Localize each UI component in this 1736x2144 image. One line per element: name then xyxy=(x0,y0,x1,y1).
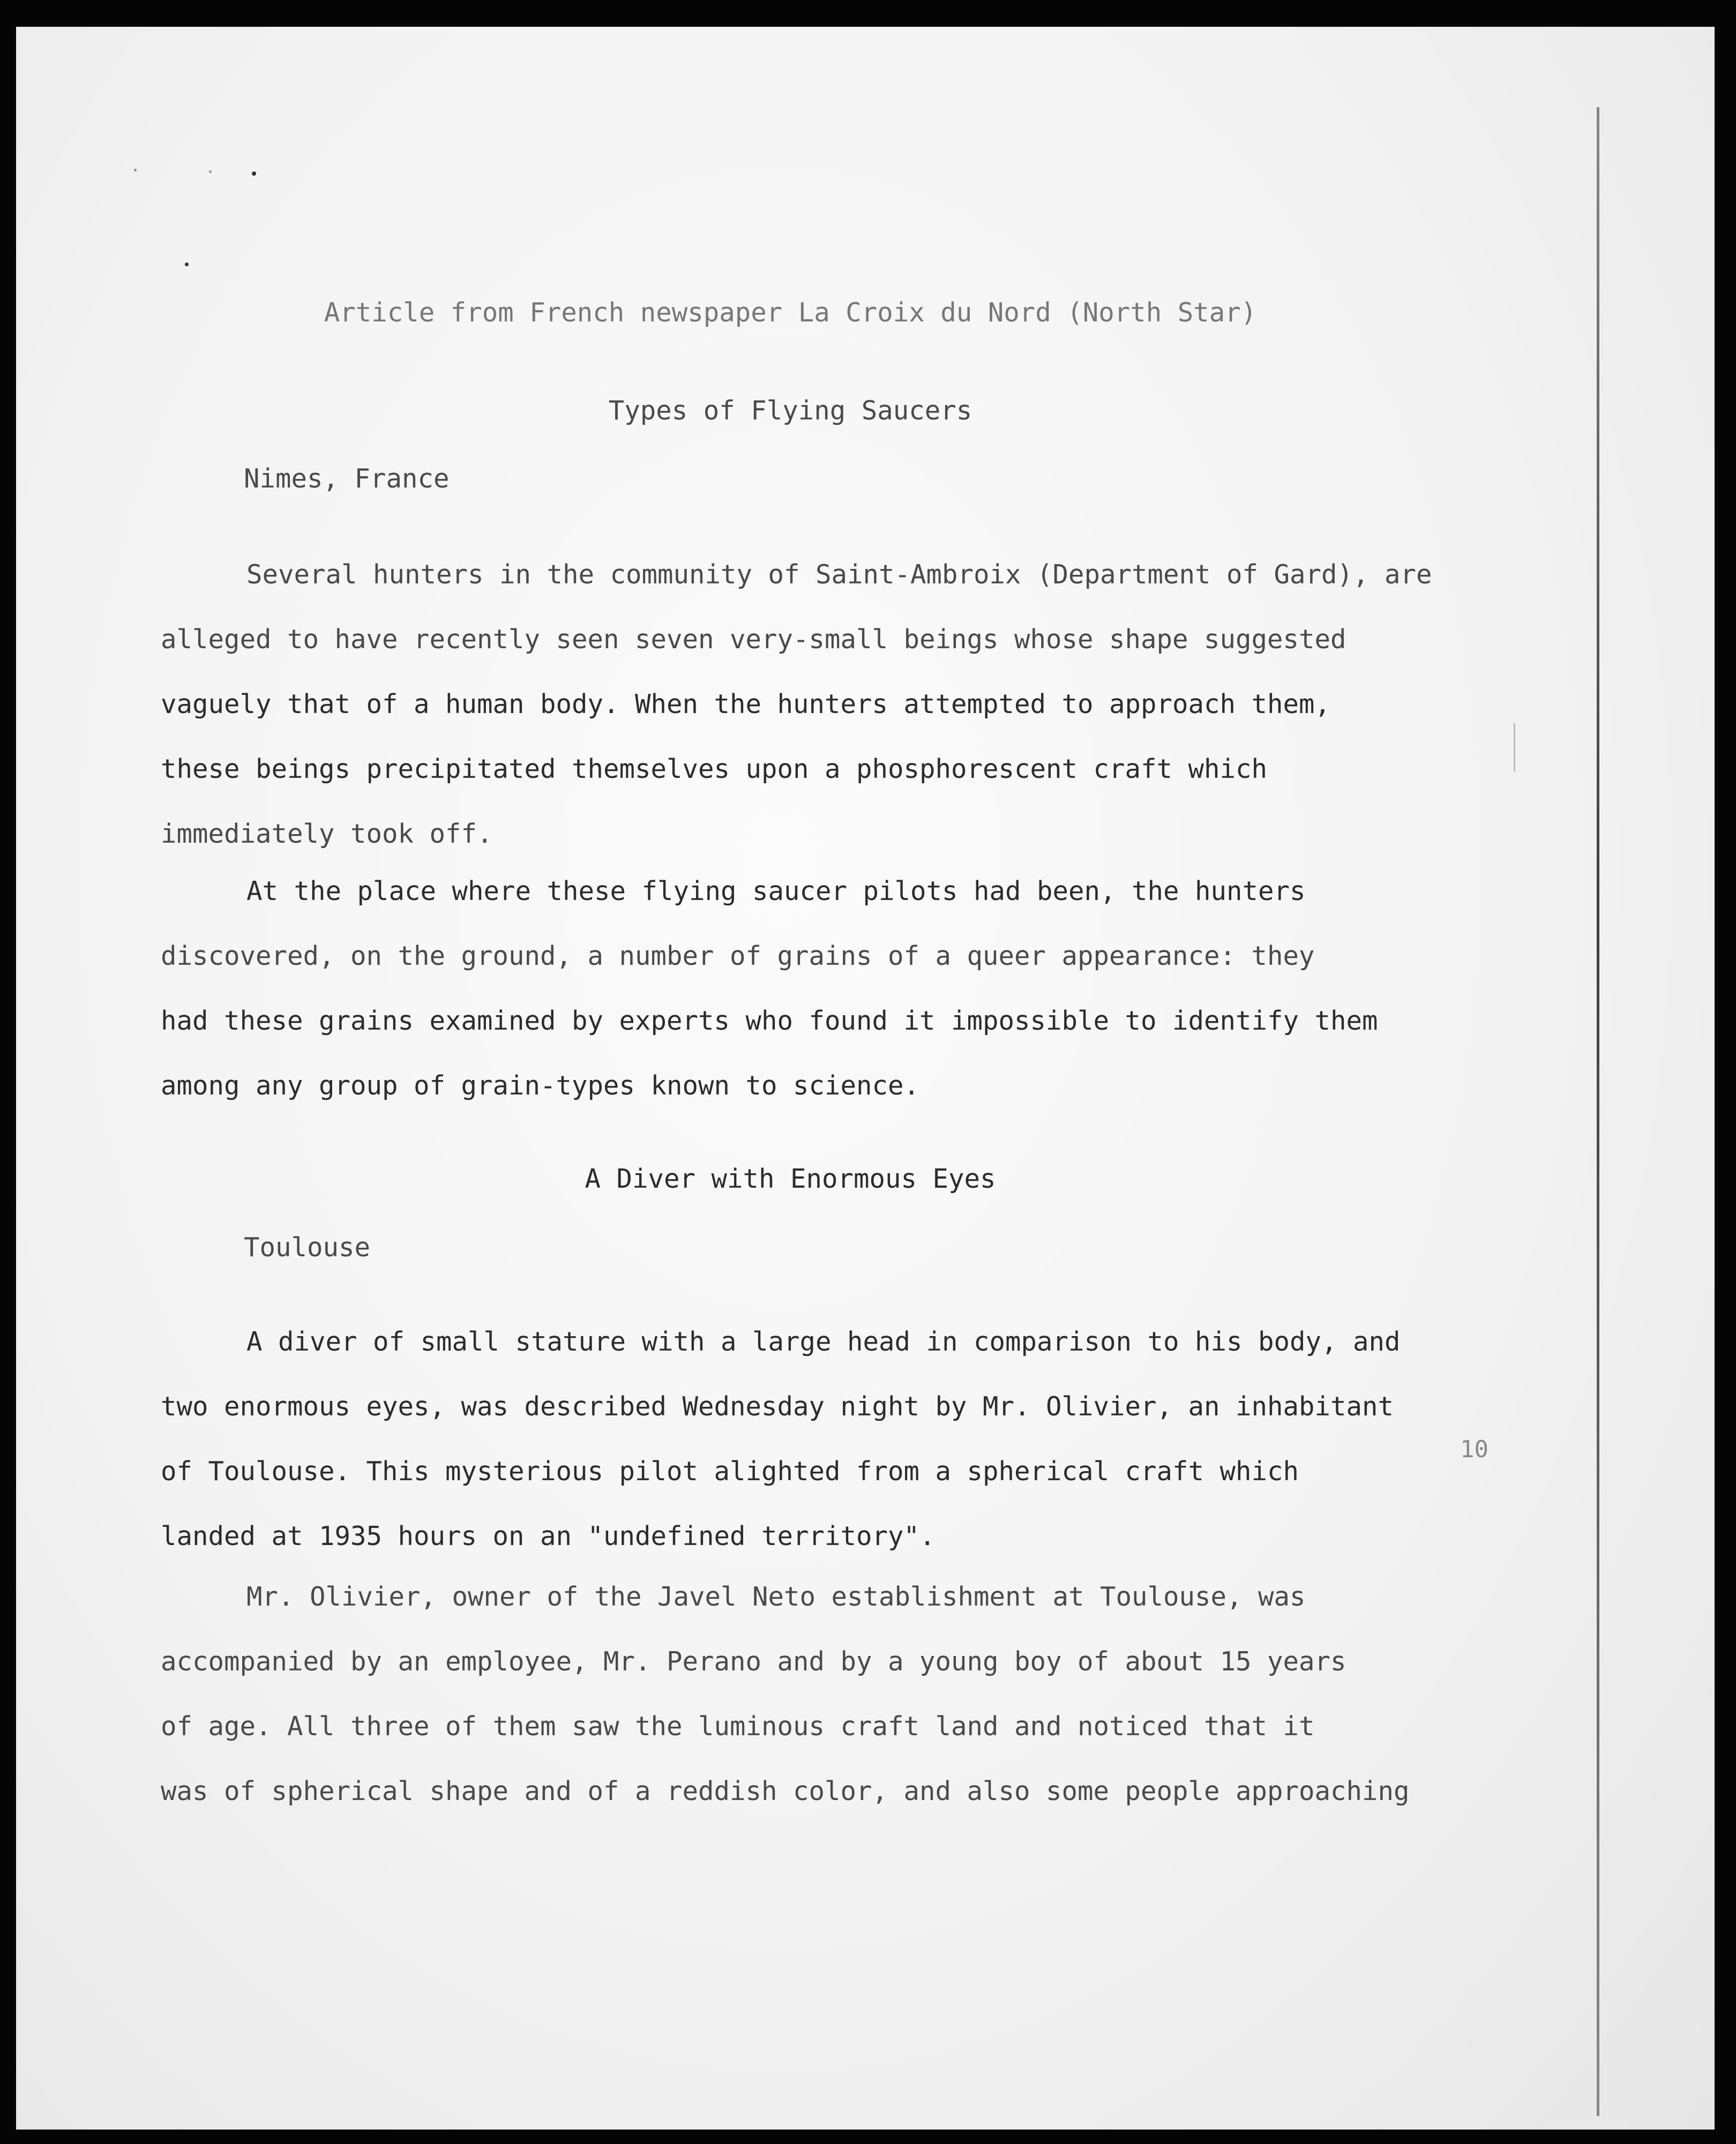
speck xyxy=(134,169,137,171)
paragraph-line: had these grains examined by experts who found it impossible to identify them xyxy=(161,1006,1378,1036)
section-title-diver: A Diver with Enormous Eyes xyxy=(585,1164,996,1194)
speck xyxy=(185,263,189,266)
paragraph-line: At the place where these flying saucer pilots had been, the hunters xyxy=(246,876,1306,906)
dateline-nimes: Nimes, France xyxy=(244,463,450,494)
page-number: 10 xyxy=(1460,1436,1488,1463)
paragraph-line: of age. All three of them saw the luminous craft land and noticed that it xyxy=(161,1711,1315,1742)
source-line: Article from French newspaper La Croix du Nord (North Star) xyxy=(324,297,1257,328)
paragraph-line: vaguely that of a human body. When the hunters attempted to approach them, xyxy=(161,689,1331,719)
paragraph-line: of Toulouse. This mysterious pilot alighted from a spherical craft which xyxy=(161,1456,1299,1487)
paragraph-line: landed at 1935 hours on an "undefined territory". xyxy=(161,1521,936,1551)
paragraph-hunters xyxy=(161,542,1532,866)
paragraph-line: A diver of small stature with a large head in comparison to his body, and xyxy=(246,1326,1401,1357)
dateline-toulouse: Toulouse xyxy=(244,1232,371,1263)
paragraph-grains xyxy=(161,859,1532,1118)
paragraph-line: these beings precipitated themselves upon a phosphorescent craft which xyxy=(161,754,1268,784)
paragraph-line: among any group of grain-types known to science. xyxy=(161,1070,920,1101)
paragraph-line: immediately took off. xyxy=(161,819,493,849)
right-margin-rule xyxy=(1597,107,1599,2116)
paragraph-line: discovered, on the ground, a number of grains of a queer appearance: they xyxy=(161,941,1315,971)
paragraph-line: Mr. Olivier, owner of the Javel Neto establishment at Toulouse, was xyxy=(246,1581,1306,1612)
paragraph-line: Several hunters in the community of Saint-Ambroix (Department of Gard), are xyxy=(246,559,1432,590)
speck xyxy=(252,171,256,176)
paragraph-diver xyxy=(161,1309,1532,1569)
paragraph-line: was of spherical shape and of a reddish color, and also some people approaching xyxy=(161,1776,1410,1806)
paragraph-line: two enormous eyes, was described Wednesday night by Mr. Olivier, an inhabitant xyxy=(161,1391,1394,1422)
paragraph-olivier xyxy=(161,1564,1532,1824)
paragraph-line: accompanied by an employee, Mr. Perano and by a young boy of about 15 years xyxy=(161,1646,1346,1677)
speck xyxy=(209,170,212,173)
paragraph-line: alleged to have recently seen seven very-small beings whose shape suggested xyxy=(161,624,1346,655)
section-title-types-of-flying-saucers: Types of Flying Saucers xyxy=(608,395,972,426)
